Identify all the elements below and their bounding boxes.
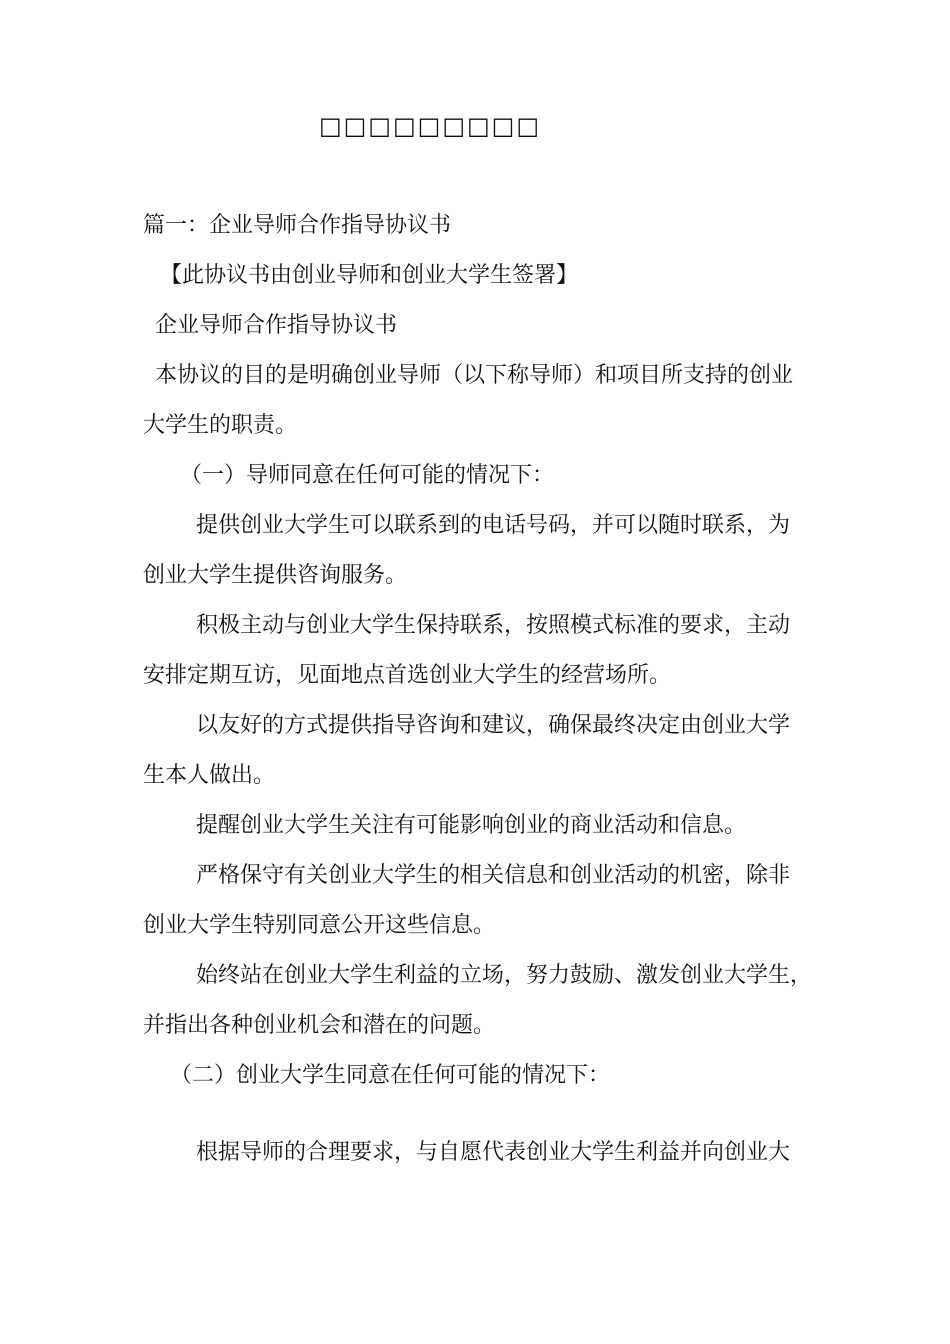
student-clause-heading: （二）创业大学生同意在任何可能的情况下： bbox=[170, 1063, 611, 1088]
mentor-item-1-line-2: 创业大学生提供咨询服务。 bbox=[143, 563, 408, 588]
signing-note: 【此协议书由创业导师和创业大学生签署】 bbox=[160, 263, 579, 288]
purpose-paragraph-line-1: 本协议的目的是明确创业导师（以下称导师）和项目所支持的创业 bbox=[155, 363, 794, 388]
mentor-item-3-line-1: 以友好的方式提供指导咨询和建议，确保最终决定由创业大学 bbox=[196, 713, 791, 738]
mentor-item-5-line-2: 创业大学生特别同意公开这些信息。 bbox=[143, 913, 496, 938]
agreement-title: 企业导师合作指导协议书 bbox=[155, 313, 398, 338]
mentor-item-6-line-1: 始终站在创业大学生利益的立场，努力鼓励、激发创业大学生， bbox=[196, 963, 813, 988]
mentor-item-6-line-2: 并指出各种创业机会和潜在的问题。 bbox=[143, 1013, 496, 1038]
mentor-item-1-line-1: 提供创业大学生可以联系到的电话号码，并可以随时联系，为 bbox=[196, 513, 791, 538]
student-item-1-line-1: 根据导师的合理要求，与自愿代表创业大学生利益并向创业大 bbox=[196, 1140, 791, 1165]
mentor-item-2-line-2: 安排定期互访，见面地点首选创业大学生的经营场所。 bbox=[143, 663, 672, 688]
mentor-item-5-line-1: 严格保守有关创业大学生的相关信息和创业活动的机密，除非 bbox=[196, 863, 791, 888]
mentor-item-3-line-2: 生本人做出。 bbox=[143, 763, 276, 788]
section-heading-1: 篇一：企业导师合作指导协议书 bbox=[143, 213, 452, 238]
mentor-clause-heading: （一）导师同意在任何可能的情况下： bbox=[180, 463, 555, 488]
mentor-item-4: 提醒创业大学生关注有可能影响创业的商业活动和信息。 bbox=[196, 813, 747, 838]
document-title: □□□□□□□□□ bbox=[318, 112, 542, 140]
purpose-paragraph-line-2: 大学生的职责。 bbox=[143, 413, 298, 438]
mentor-item-2-line-1: 积极主动与创业大学生保持联系，按照模式标准的要求，主动 bbox=[196, 613, 791, 638]
